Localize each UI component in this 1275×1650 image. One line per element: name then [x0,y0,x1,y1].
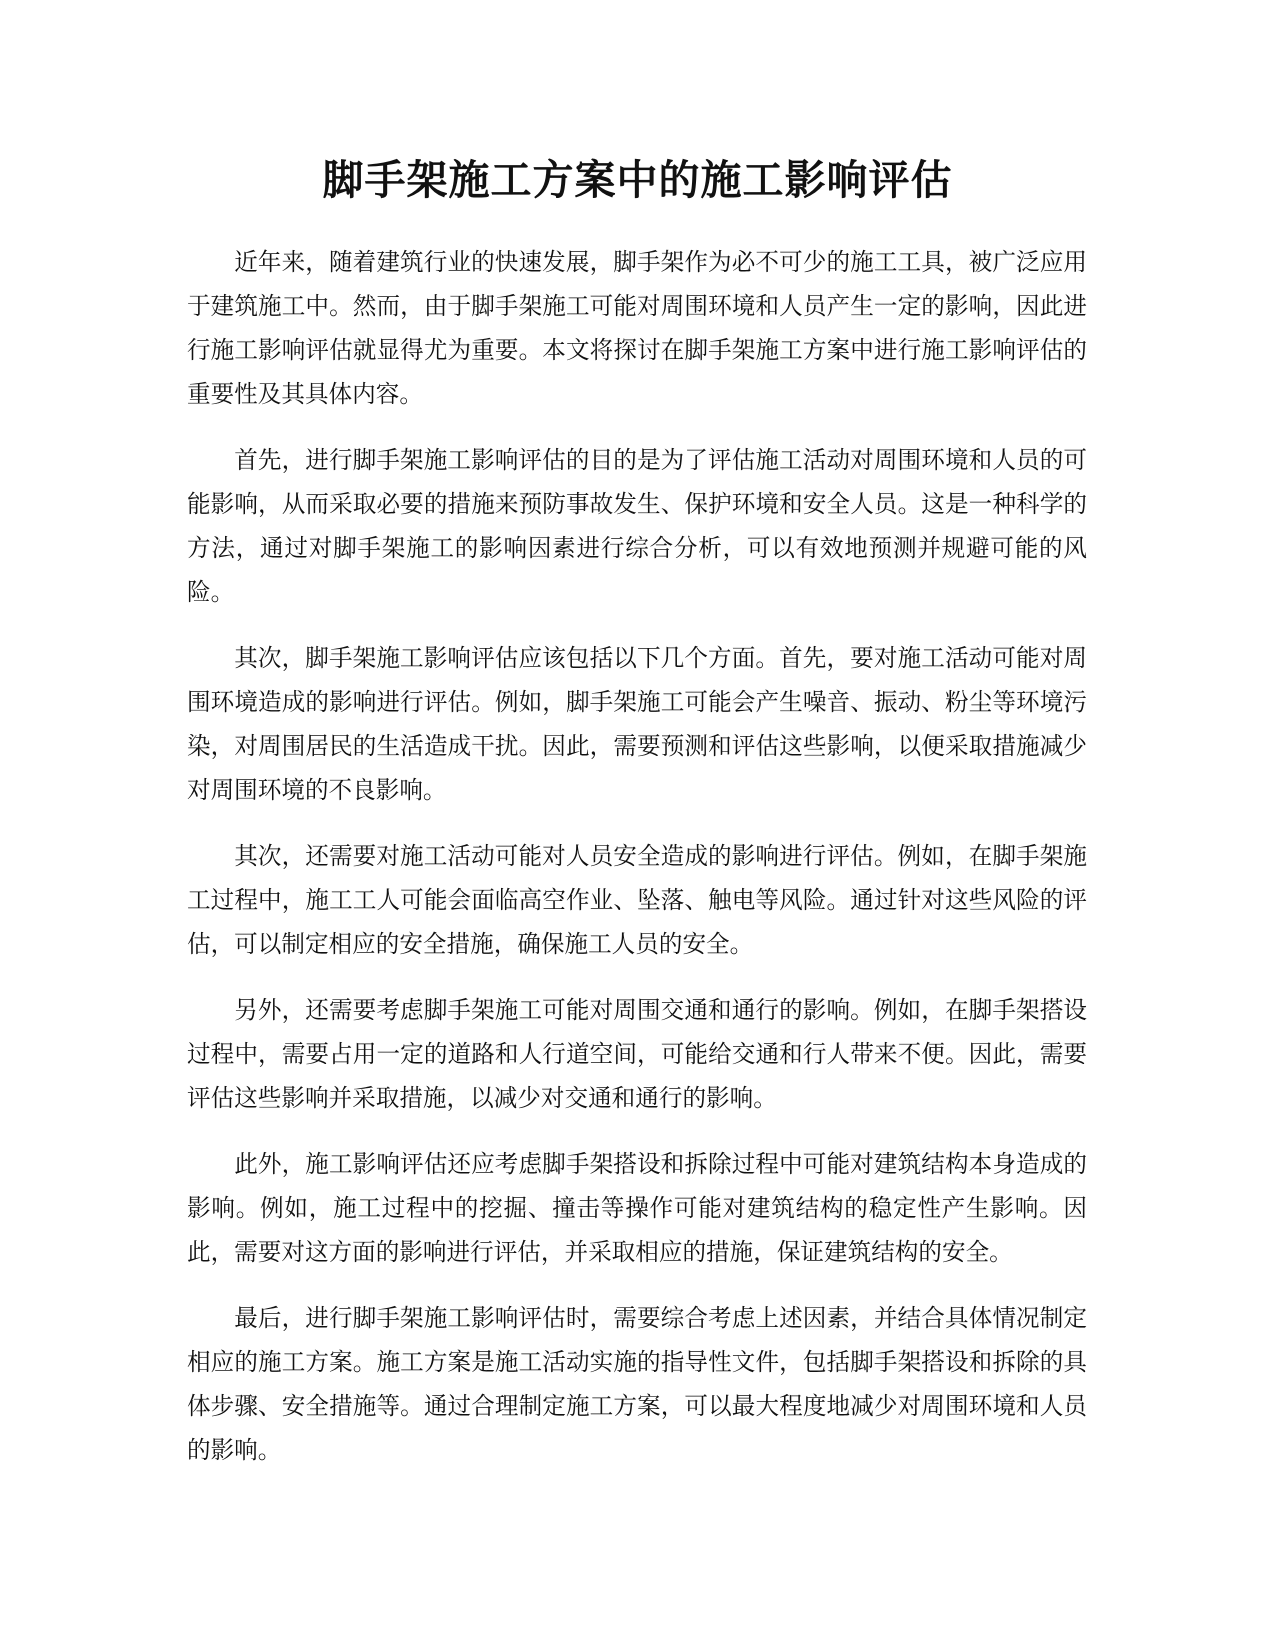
document-body [187,240,1087,1494]
document-title: 脚手架施工方案中的施工影响评估 [322,156,953,204]
paragraph-4: 其次，还需要对施工活动可能对人员安全造成的影响进行评估。例如，在脚手架施工过程中，施工工人可能会面临高空作业、坠落、触电等风险。通过针对这些风险的评估，可以制定相应的安全措施，确保施工人员的安全。 [187,842,1087,958]
paragraph-5: 另外，还需要考虑脚手架施工可能对周围交通和通行的影响。例如，在脚手架搭设过程中，需要占用一定的道路和人行道空间，可能给交通和行人带来不便。因此，需要评估这些影响并采取措施，以减少对交通和通行的影响。 [187,996,1087,1112]
paragraph-2: 首先，进行脚手架施工影响评估的目的是为了评估施工活动对周围环境和人员的可能影响，从而采取必要的措施来预防事故发生、保护环境和安全人员。这是一种科学的方法，通过对脚手架施工的影响因素进行综合分析，可以有效地预测并规避可能的风险。 [187,446,1087,606]
paragraph-1: 近年来，随着建筑行业的快速发展，脚手架作为必不可少的施工工具，被广泛应用于建筑施工中。然而，由于脚手架施工可能对周围环境和人员产生一定的影响，因此进行施工影响评估就显得尤为重要。本文将探讨在脚手架施工方案中进行施工影响评估的重要性及其具体内容。 [187,248,1087,408]
paragraph-3: 其次，脚手架施工影响评估应该包括以下几个方面。首先，要对施工活动可能对周围环境造成的影响进行评估。例如，脚手架施工可能会产生噪音、振动、粉尘等环境污染，对周围居民的生活造成干扰。因此，需要预测和评估这些影响，以便采取措施减少对周围环境的不良影响。 [187,644,1087,804]
paragraph-6: 此外，施工影响评估还应考虑脚手架搭设和拆除过程中可能对建筑结构本身造成的影响。例如，施工过程中的挖掘、撞击等操作可能对建筑结构的稳定性产生影响。因此，需要对这方面的影响进行评估，并采取相应的措施，保证建筑结构的安全。 [187,1150,1087,1266]
paragraph-7: 最后，进行脚手架施工影响评估时，需要综合考虑上述因素，并结合具体情况制定相应的施工方案。施工方案是施工活动实施的指导性文件，包括脚手架搭设和拆除的具体步骤、安全措施等。通过合理制定施工方案，可以最大程度地减少对周围环境和人员的影响。 [187,1304,1087,1464]
